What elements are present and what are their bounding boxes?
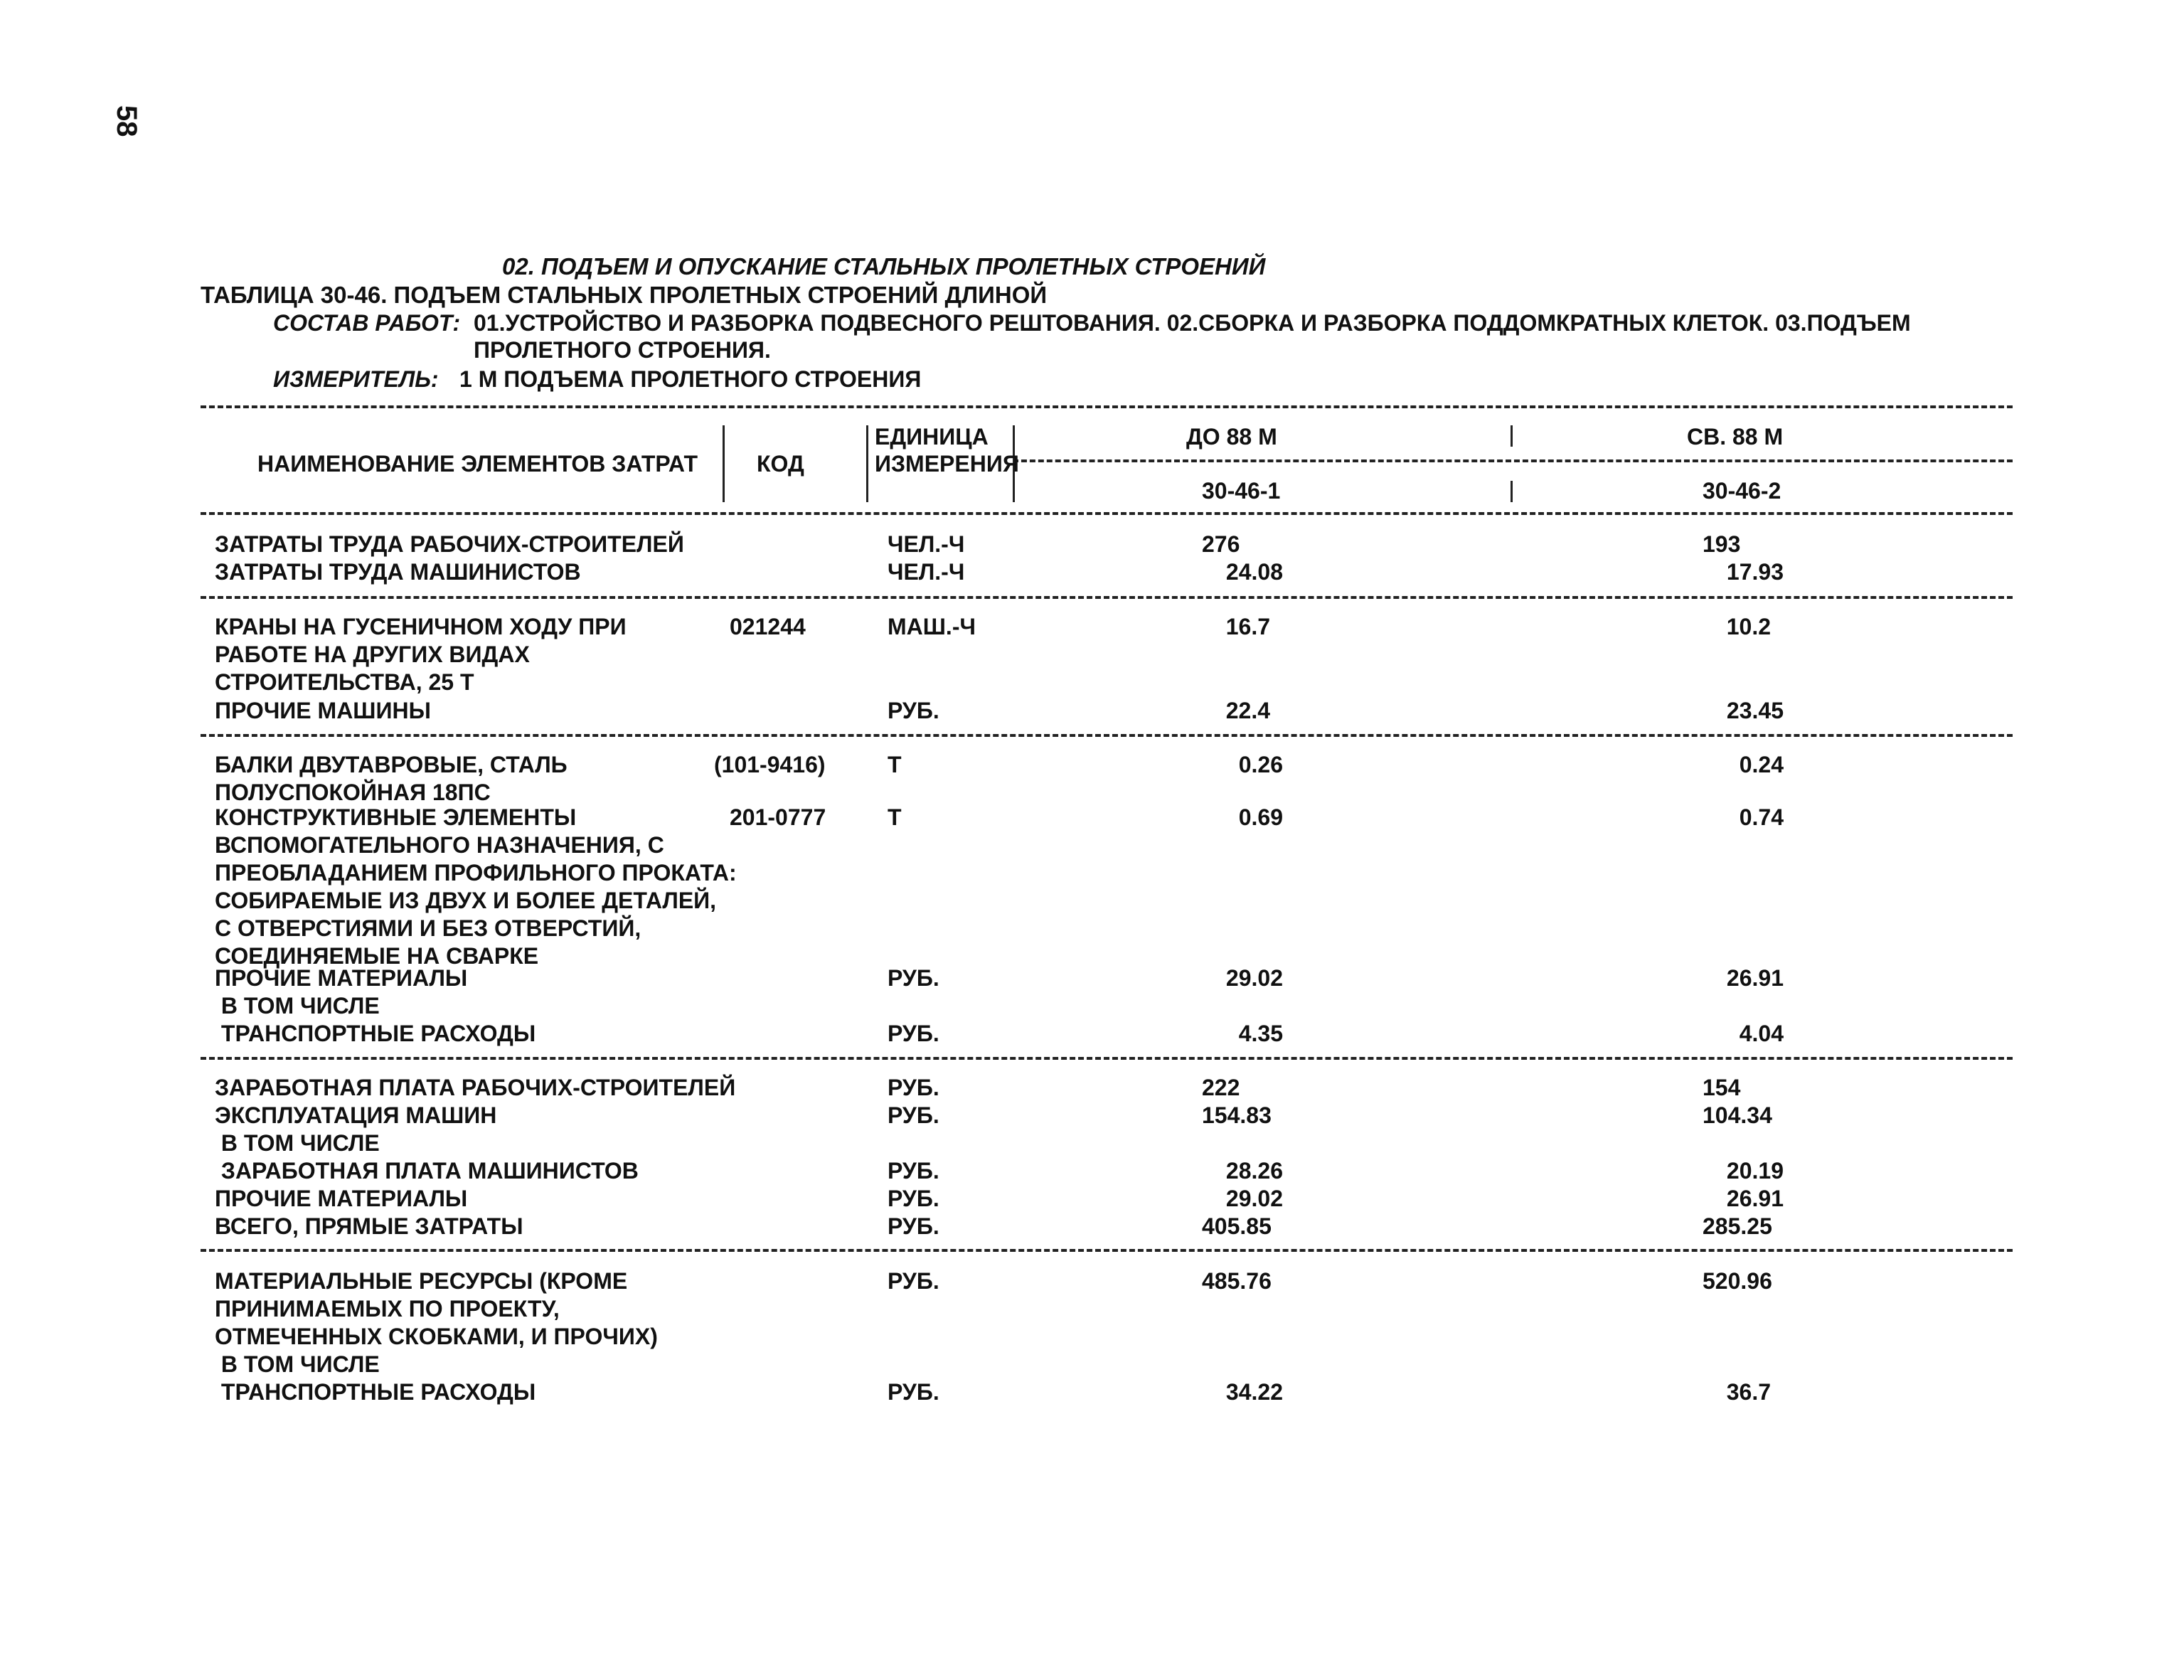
row-value-over-88m: 36.7: [1726, 1379, 1771, 1405]
row-name: ЗАТРАТЫ ТРУДА РАБОЧИХ-СТРОИТЕЛЕЙ: [215, 531, 684, 557]
header-separator: [1511, 425, 1513, 447]
row-name: ВСЕГО, ПРЯМЫЕ ЗАТРАТЫ: [215, 1213, 523, 1239]
row-value-over-88m: 23.45: [1726, 698, 1784, 723]
row-unit: РУБ.: [888, 965, 939, 991]
row-value-over-88m: 104.34: [1703, 1102, 1772, 1128]
table-title: ТАБЛИЦА 30-46. ПОДЪЕМ СТАЛЬНЫХ ПРОЛЕТНЫХ СТРОЕНИЙ ДЛИНОЙ: [201, 282, 1048, 308]
row-value-over-88m: 17.93: [1726, 559, 1784, 585]
column-code-30-46-1: 30-46-1: [1202, 478, 1281, 504]
row-value-up-to-88m: 0.26: [1238, 752, 1283, 777]
row-value-up-to-88m: 29.02: [1225, 1186, 1283, 1211]
row-name: КРАНЫ НА ГУСЕНИЧНОМ ХОДУ ПРИ РАБОТЕ НА ДРУГИХ ВИДАХ СТРОИТЕЛЬСТВА, 25 Т: [215, 614, 627, 695]
row-name: БАЛКИ ДВУТАВРОВЫЕ, СТАЛЬ ПОЛУСПОКОЙНАЯ 18ПС: [215, 752, 568, 805]
page-number: 58: [111, 105, 142, 137]
row-unit: ЧЕЛ.-Ч: [888, 559, 965, 585]
row-value-up-to-88m: 34.22: [1225, 1379, 1283, 1405]
row-value-over-88m: 520.96: [1703, 1268, 1772, 1294]
work-composition-label: СОСТАВ РАБОТ:: [273, 310, 461, 336]
column-header-unit: ИЗМЕРЕНИЯ: [875, 451, 1019, 477]
row-unit: РУБ.: [888, 1021, 939, 1046]
column-header-up-to-88m: ДО 88 М: [1186, 424, 1277, 450]
meter-label: ИЗМЕРИТЕЛЬ:: [273, 366, 439, 392]
row-value-up-to-88m: 16.7: [1225, 614, 1270, 639]
section-title: 02. ПОДЪЕМ И ОПУСКАНИЕ СТАЛЬНЫХ ПРОЛЕТНЫХ СТРОЕНИЙ: [502, 253, 1266, 280]
row-value-over-88m: 26.91: [1726, 965, 1784, 991]
row-name: ТРАНСПОРТНЫЕ РАСХОДЫ: [215, 1021, 536, 1046]
row-value-up-to-88m: 22.4: [1225, 698, 1270, 723]
row-value-over-88m: 0.24: [1739, 752, 1784, 777]
row-name: ЗАРАБОТНАЯ ПЛАТА МАШИНИСТОВ: [215, 1158, 639, 1184]
row-value-over-88m: 193: [1703, 531, 1741, 557]
row-unit: Т: [888, 804, 902, 830]
row-unit: РУБ.: [888, 1268, 939, 1294]
work-composition-line1: 01.УСТРОЙСТВО И РАЗБОРКА ПОДВЕСНОГО РЕШТОВАНИЯ. 02.СБОРКА И РАЗБОРКА ПОДДОМКРАТНЫХ КЛЕТОК. 03.ПОДЪЕМ: [474, 310, 1911, 336]
row-unit: РУБ.: [888, 1379, 939, 1405]
row-unit: РУБ.: [888, 1158, 939, 1184]
group-rule: [201, 734, 2013, 737]
row-unit: МАШ.-Ч: [888, 614, 976, 639]
row-name: МАТЕРИАЛЬНЫЕ РЕСУРСЫ (КРОМЕ ПРИНИМАЕМЫХ ПО ПРОЕКТУ, ОТМЕЧЕННЫХ СКОБКАМИ, И ПРОЧИХ) В ТОМ ЧИСЛЕ: [215, 1268, 658, 1377]
row-value-over-88m: 4.04: [1739, 1021, 1784, 1046]
row-value-over-88m: 26.91: [1726, 1186, 1784, 1211]
column-code-30-46-2: 30-46-2: [1703, 478, 1781, 504]
meter-value: 1 М ПОДЪЕМА ПРОЛЕТНОГО СТРОЕНИЯ: [459, 366, 922, 392]
row-code: 021244: [730, 614, 806, 639]
row-value-up-to-88m: 24.08: [1225, 559, 1283, 585]
row-unit: ЧЕЛ.-Ч: [888, 531, 965, 557]
group-rule: [201, 1249, 2013, 1252]
column-header-unit: ЕДИНИЦА: [875, 424, 989, 450]
row-value-up-to-88m: 276: [1202, 531, 1240, 557]
row-value-up-to-88m: 485.76: [1202, 1268, 1272, 1294]
row-name: КОНСТРУКТИВНЫЕ ЭЛЕМЕНТЫ ВСПОМОГАТЕЛЬНОГО НАЗНАЧЕНИЯ, С ПРЕОБЛАДАНИЕМ ПРОФИЛЬНОГО ПРОКАТА: СОБИРАЕМЫЕ ИЗ ДВУХ И БОЛЕЕ ДЕТАЛЕЙ, С ОТВЕРСТИЯМИ И БЕЗ ОТВЕРСТИЙ, СОЕДИНЯЕМЫЕ НА СВАРКЕ: [215, 804, 737, 969]
row-value-up-to-88m: 4.35: [1238, 1021, 1283, 1046]
row-value-up-to-88m: 222: [1202, 1075, 1240, 1100]
column-header-name: НАИМЕНОВАНИЕ ЭЛЕМЕНТОВ ЗАТРАТ: [257, 451, 698, 477]
row-value-over-88m: 285.25: [1703, 1213, 1772, 1239]
header-mid-rule: [1013, 459, 2013, 462]
row-value-over-88m: 0.74: [1739, 804, 1784, 830]
column-header-over-88m: СВ. 88 М: [1687, 424, 1784, 450]
row-unit: РУБ.: [888, 1213, 939, 1239]
row-value-over-88m: 20.19: [1726, 1158, 1784, 1184]
row-value-up-to-88m: 29.02: [1225, 965, 1283, 991]
row-code: 201-0777: [730, 804, 826, 830]
row-name: ТРАНСПОРТНЫЕ РАСХОДЫ: [215, 1379, 536, 1405]
row-name: ЭКСПЛУАТАЦИЯ МАШИН В ТОМ ЧИСЛЕ: [215, 1102, 497, 1156]
row-unit: РУБ.: [888, 1075, 939, 1100]
row-unit: РУБ.: [888, 1102, 939, 1128]
work-composition-line2: ПРОЛЕТНОГО СТРОЕНИЯ.: [474, 337, 771, 363]
row-name: ПРОЧИЕ МАТЕРИАЛЫ В ТОМ ЧИСЛЕ: [215, 965, 468, 1019]
header-separator: [1511, 481, 1513, 502]
header-bottom-rule: [201, 512, 2013, 515]
row-unit: РУБ.: [888, 698, 939, 723]
row-value-over-88m: 154: [1703, 1075, 1741, 1100]
row-name: ЗАРАБОТНАЯ ПЛАТА РАБОЧИХ-СТРОИТЕЛЕЙ: [215, 1075, 736, 1100]
row-name: ЗАТРАТЫ ТРУДА МАШИНИСТОВ: [215, 559, 581, 585]
row-unit: РУБ.: [888, 1186, 939, 1211]
group-rule: [201, 1057, 2013, 1060]
row-value-up-to-88m: 154.83: [1202, 1102, 1272, 1128]
group-rule: [201, 596, 2013, 599]
row-value-up-to-88m: 28.26: [1225, 1158, 1283, 1184]
row-code: (101-9416): [714, 752, 826, 777]
header-separator: [723, 425, 725, 502]
row-value-up-to-88m: 0.69: [1238, 804, 1283, 830]
column-header-code: КОД: [757, 451, 804, 477]
row-name: ПРОЧИЕ МАШИНЫ: [215, 698, 431, 723]
header-top-rule: [201, 405, 2013, 408]
header-separator: [866, 425, 868, 502]
row-value-up-to-88m: 405.85: [1202, 1213, 1272, 1239]
row-unit: Т: [888, 752, 902, 777]
row-value-over-88m: 10.2: [1726, 614, 1771, 639]
row-name: ПРОЧИЕ МАТЕРИАЛЫ: [215, 1186, 468, 1211]
